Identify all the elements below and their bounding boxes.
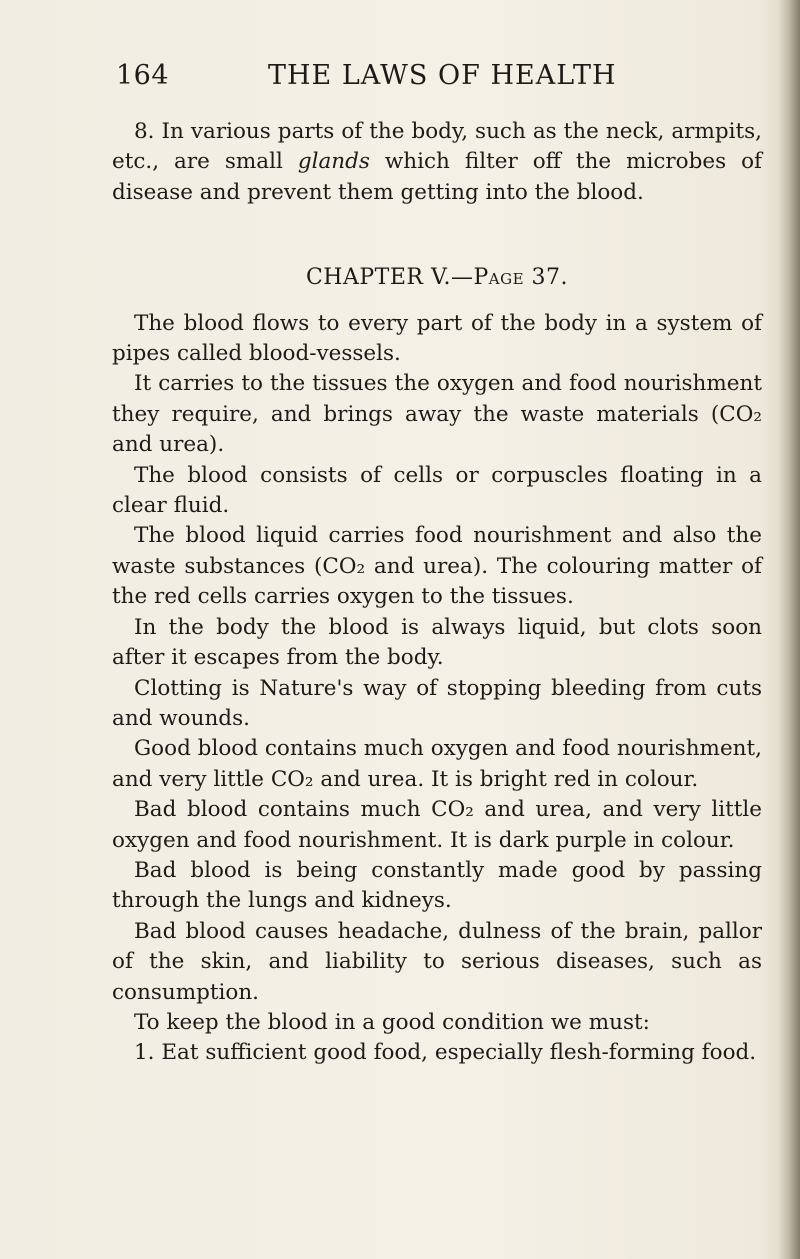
intro-text-italic: glands [297, 149, 370, 175]
paragraph: The blood consists of cells or corpuscles floating in a clear fluid. [112, 462, 762, 519]
chapter-heading [112, 263, 762, 293]
list-item: 1. Eat sufficient good food, especially flesh-forming food. [134, 1040, 757, 1066]
running-title: THE LAWS OF HEALTH [268, 60, 617, 91]
paragraph: Bad blood contains much CO₂ and urea, and very little oxygen and food nourishment. It is dark purple in colour. [112, 797, 762, 853]
paragraph: The blood flows to every part of the body in a system of pipes called blood-vessels. [112, 310, 762, 367]
paragraph: Good blood contains much oxygen and food nourishment, and very little CO₂ and urea. It is bright red in colour. [112, 736, 762, 792]
chapter-label: CHAPTER V.— [305, 265, 474, 291]
chapter-page-ref: Page 37. [473, 265, 569, 291]
paragraph: It carries to the tissues the oxygen and food nourishment they require, and brings away the waste materials (CO₂ and urea). [112, 371, 762, 458]
intro-text-before: 8. In various parts of the body, such as the neck, armpits, etc., are small [112, 119, 762, 175]
paragraph: Clotting is Nature's way of stopping bleeding from cuts and wounds. [112, 675, 762, 731]
intro-paragraph [112, 117, 762, 208]
intro-text-after: which filter off the microbes of disease and prevent them getting into the blood. [112, 149, 762, 205]
body-text [112, 117, 762, 1069]
paragraph: The blood liquid carries food nourishment and also the waste substances (CO₂ and urea). The colouring matter of the red cells carries oxygen to the tissues. [112, 523, 762, 610]
paragraph: Bad blood is being constantly made good by passing through the lungs and kidneys. [112, 857, 762, 914]
page-number: 164 [116, 60, 170, 91]
paragraph: To keep the blood in a good condition we must: [134, 1009, 650, 1035]
paragraph: Bad blood causes headache, dulness of the brain, pallor of the skin, and liability to serious diseases, such as consumption. [112, 918, 762, 1005]
page-edge-shadow [778, 0, 800, 1259]
paragraph: In the body the blood is always liquid, but clots soon after it escapes from the body. [112, 614, 762, 671]
